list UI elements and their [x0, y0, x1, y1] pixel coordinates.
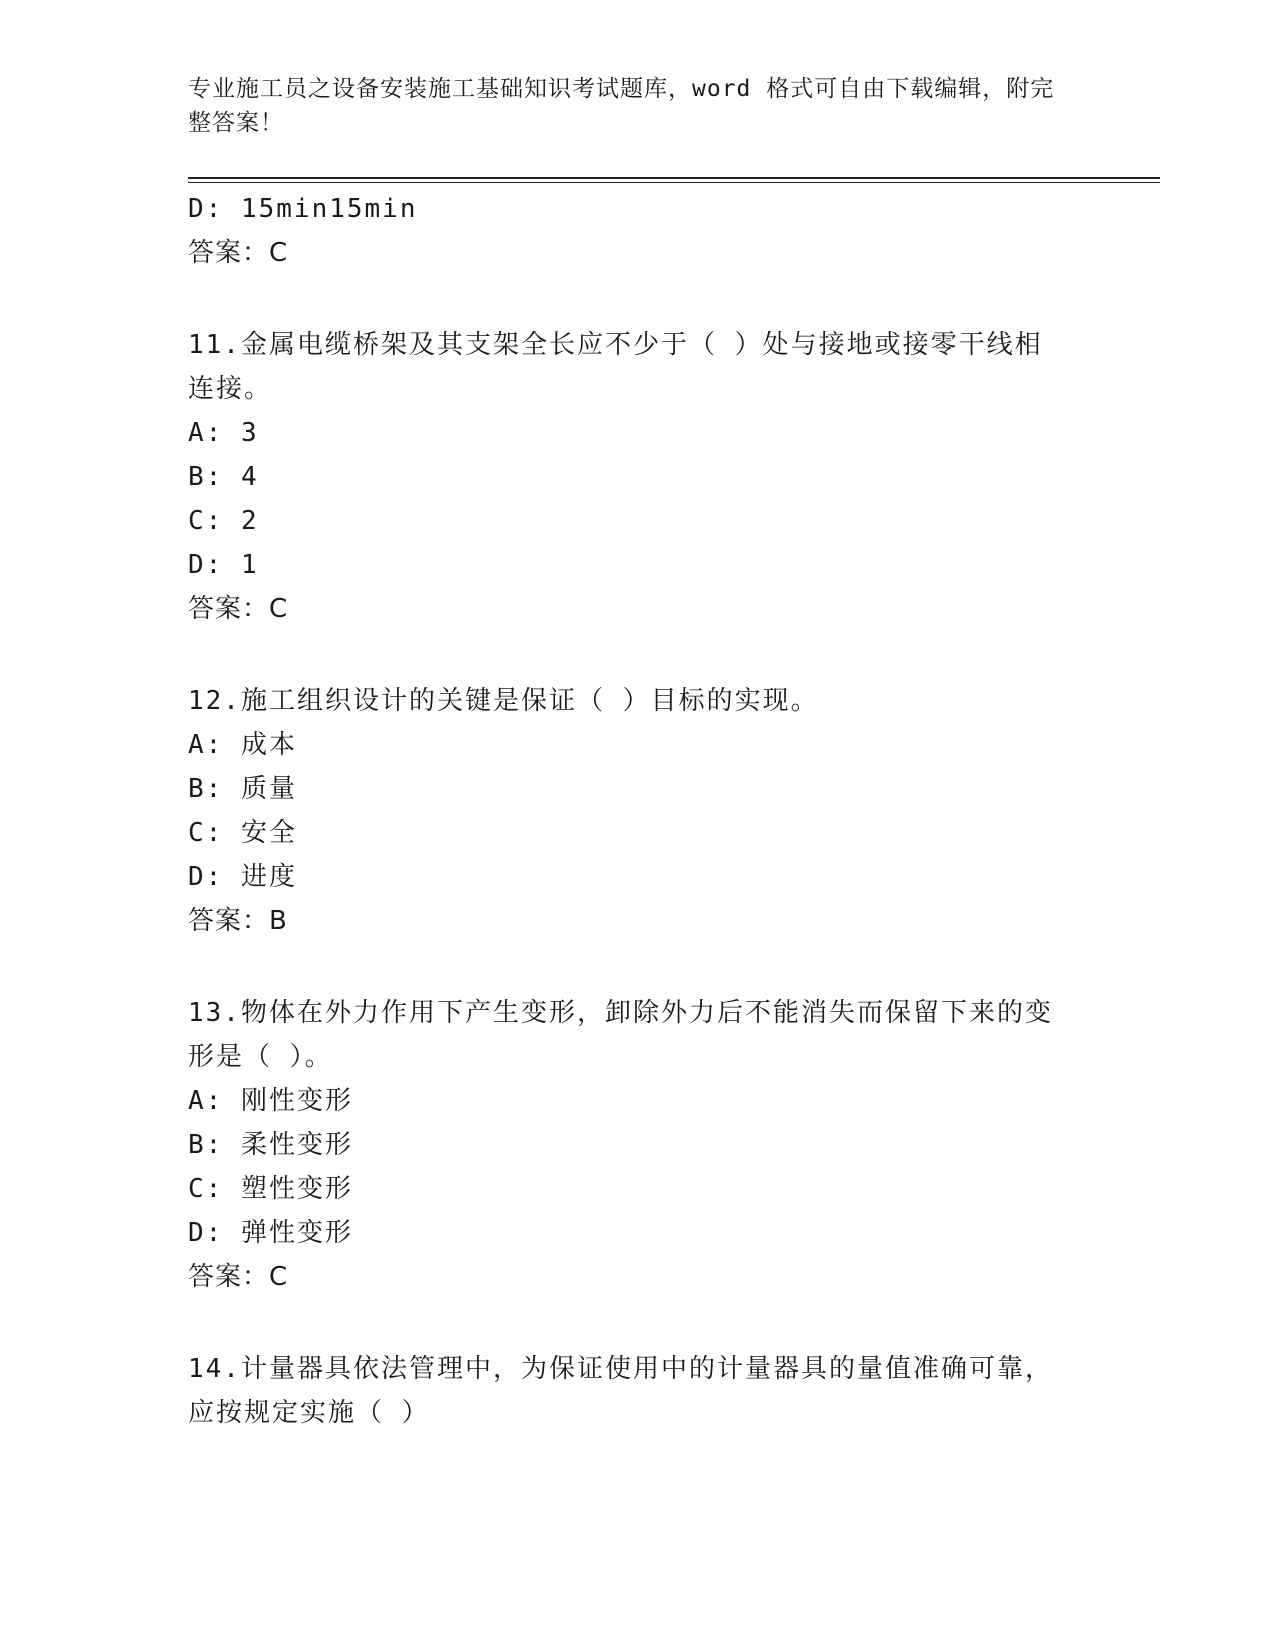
- question-13-option-d: D: 弹性变形: [188, 1218, 353, 1248]
- document-header: [188, 72, 1068, 140]
- question-11-option-b: B: 4: [188, 462, 259, 492]
- question-14-stem-line-2: 应按规定实施（ ）: [188, 1398, 430, 1428]
- question-11-stem-line-2: 连接。: [188, 374, 273, 404]
- header-line-2: 整答案！: [188, 110, 284, 136]
- prev-option-d: D: 15min15min: [188, 194, 418, 224]
- question-12-option-c: C: 安全: [188, 818, 297, 848]
- question-12-option-b: B: 质量: [188, 774, 297, 804]
- question-11-stem-line-1: 11.金属电缆桥架及其支架全长应不少于（ ）处与接地或接零干线相: [188, 330, 1043, 360]
- prev-answer: 答案：C: [188, 238, 289, 268]
- question-12-option-a: A: 成本: [188, 730, 297, 760]
- question-13-stem-line-2: 形是（ ）。: [188, 1042, 333, 1072]
- question-11-answer: 答案：C: [188, 594, 289, 624]
- question-13-option-a: A: 刚性变形: [188, 1086, 353, 1116]
- question-11-option-d: D: 1: [188, 550, 259, 580]
- question-13-answer: 答案：C: [188, 1262, 289, 1292]
- question-12-option-d: D: 进度: [188, 862, 297, 892]
- question-12-answer: 答案：B: [188, 906, 288, 936]
- question-11-option-c: C: 2: [188, 506, 259, 536]
- header-divider-top: [188, 177, 1160, 179]
- question-13-stem-line-1: 13.物体在外力作用下产生变形，卸除外力后不能消失而保留下来的变: [188, 998, 1053, 1028]
- question-11-option-a: A: 3: [188, 418, 259, 448]
- question-12-stem-line-1: 12.施工组织设计的关键是保证（ ）目标的实现。: [188, 686, 819, 716]
- question-13-option-c: C: 塑性变形: [188, 1174, 353, 1204]
- header-line-1: 专业施工员之设备安装施工基础知识考试题库，word 格式可自由下载编辑，附完: [188, 76, 1055, 102]
- question-13-option-b: B: 柔性变形: [188, 1130, 353, 1160]
- question-14-stem-line-1: 14.计量器具依法管理中，为保证使用中的计量器具的量值准确可靠，: [188, 1354, 1053, 1384]
- header-divider-bottom: [188, 182, 1160, 183]
